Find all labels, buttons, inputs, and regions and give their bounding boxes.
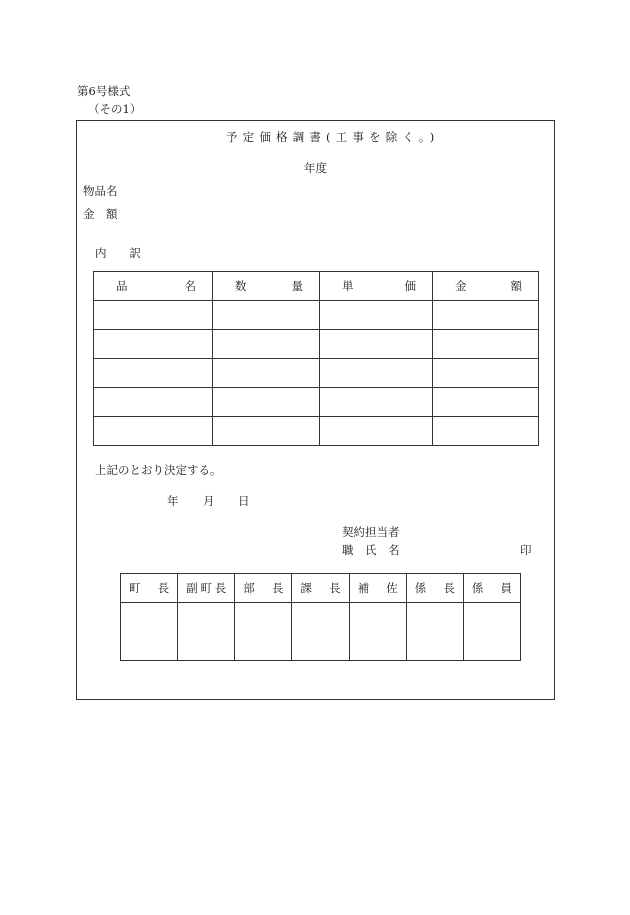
fiscal-year-label: 年度 [304, 161, 327, 175]
approval-seal-cell [349, 603, 406, 661]
table-row [94, 330, 539, 359]
table-row [94, 301, 539, 330]
approval-seal-cell [463, 603, 520, 661]
table-row [94, 388, 539, 417]
approval-seal-cell [406, 603, 463, 661]
approval-header-staff: 係 員 [463, 574, 520, 603]
approval-header-mayor: 町 長 [121, 574, 178, 603]
approval-header-department-head: 部 長 [235, 574, 292, 603]
table-cell [94, 301, 213, 330]
approval-header-subsection-chief: 係 長 [406, 574, 463, 603]
date-month-label: 月 [203, 494, 215, 508]
column-header-unit-price: 単 価 [320, 272, 433, 301]
table-cell [213, 417, 320, 446]
date-day-label: 日 [238, 494, 250, 508]
table-cell [433, 301, 539, 330]
table-cell [320, 417, 433, 446]
decision-statement: 上記のとおり決定する。 [95, 463, 222, 477]
contract-officer-label: 契約担当者 [342, 525, 400, 539]
table-cell [94, 330, 213, 359]
approval-seal-cell [178, 603, 235, 661]
table-cell [213, 330, 320, 359]
table-cell [94, 388, 213, 417]
table-cell [94, 417, 213, 446]
items-table [93, 271, 539, 446]
table-cell [213, 301, 320, 330]
approval-header-assistant: 補 佐 [349, 574, 406, 603]
form-title: 予定価格調書(工事を除く。) [226, 130, 440, 144]
table-cell [94, 359, 213, 388]
table-cell [320, 388, 433, 417]
table-cell [433, 388, 539, 417]
approval-header-row [121, 574, 521, 603]
approval-seal-cell [292, 603, 349, 661]
table-cell [213, 388, 320, 417]
approval-header-section-chief: 課 長 [292, 574, 349, 603]
table-cell [320, 359, 433, 388]
approval-seal-cell [121, 603, 178, 661]
seal-mark: 印 [520, 543, 532, 557]
table-cell [433, 417, 539, 446]
approval-table [120, 573, 521, 661]
table-row [94, 359, 539, 388]
column-header-quantity: 数 量 [213, 272, 320, 301]
column-header-item-name: 品 名 [94, 272, 213, 301]
title-name-label: 職 氏 名 [342, 543, 400, 557]
date-year-label: 年 [167, 494, 179, 508]
approval-header-deputy-mayor: 副 町 長 [178, 574, 235, 603]
column-header-amount: 金 額 [433, 272, 539, 301]
form-sub-number: （その1） [88, 102, 142, 116]
approval-seal-row [121, 603, 521, 661]
table-cell [433, 330, 539, 359]
form-number: 第6号様式 [77, 84, 131, 98]
table-cell [213, 359, 320, 388]
approval-seal-cell [235, 603, 292, 661]
breakdown-label: 内 訳 [95, 246, 141, 260]
amount-label: 金 額 [83, 207, 118, 221]
item-name-label: 物品名 [83, 184, 118, 198]
table-row [94, 417, 539, 446]
table-cell [320, 330, 433, 359]
table-cell [433, 359, 539, 388]
items-table-header-row [94, 272, 539, 301]
table-cell [320, 301, 433, 330]
